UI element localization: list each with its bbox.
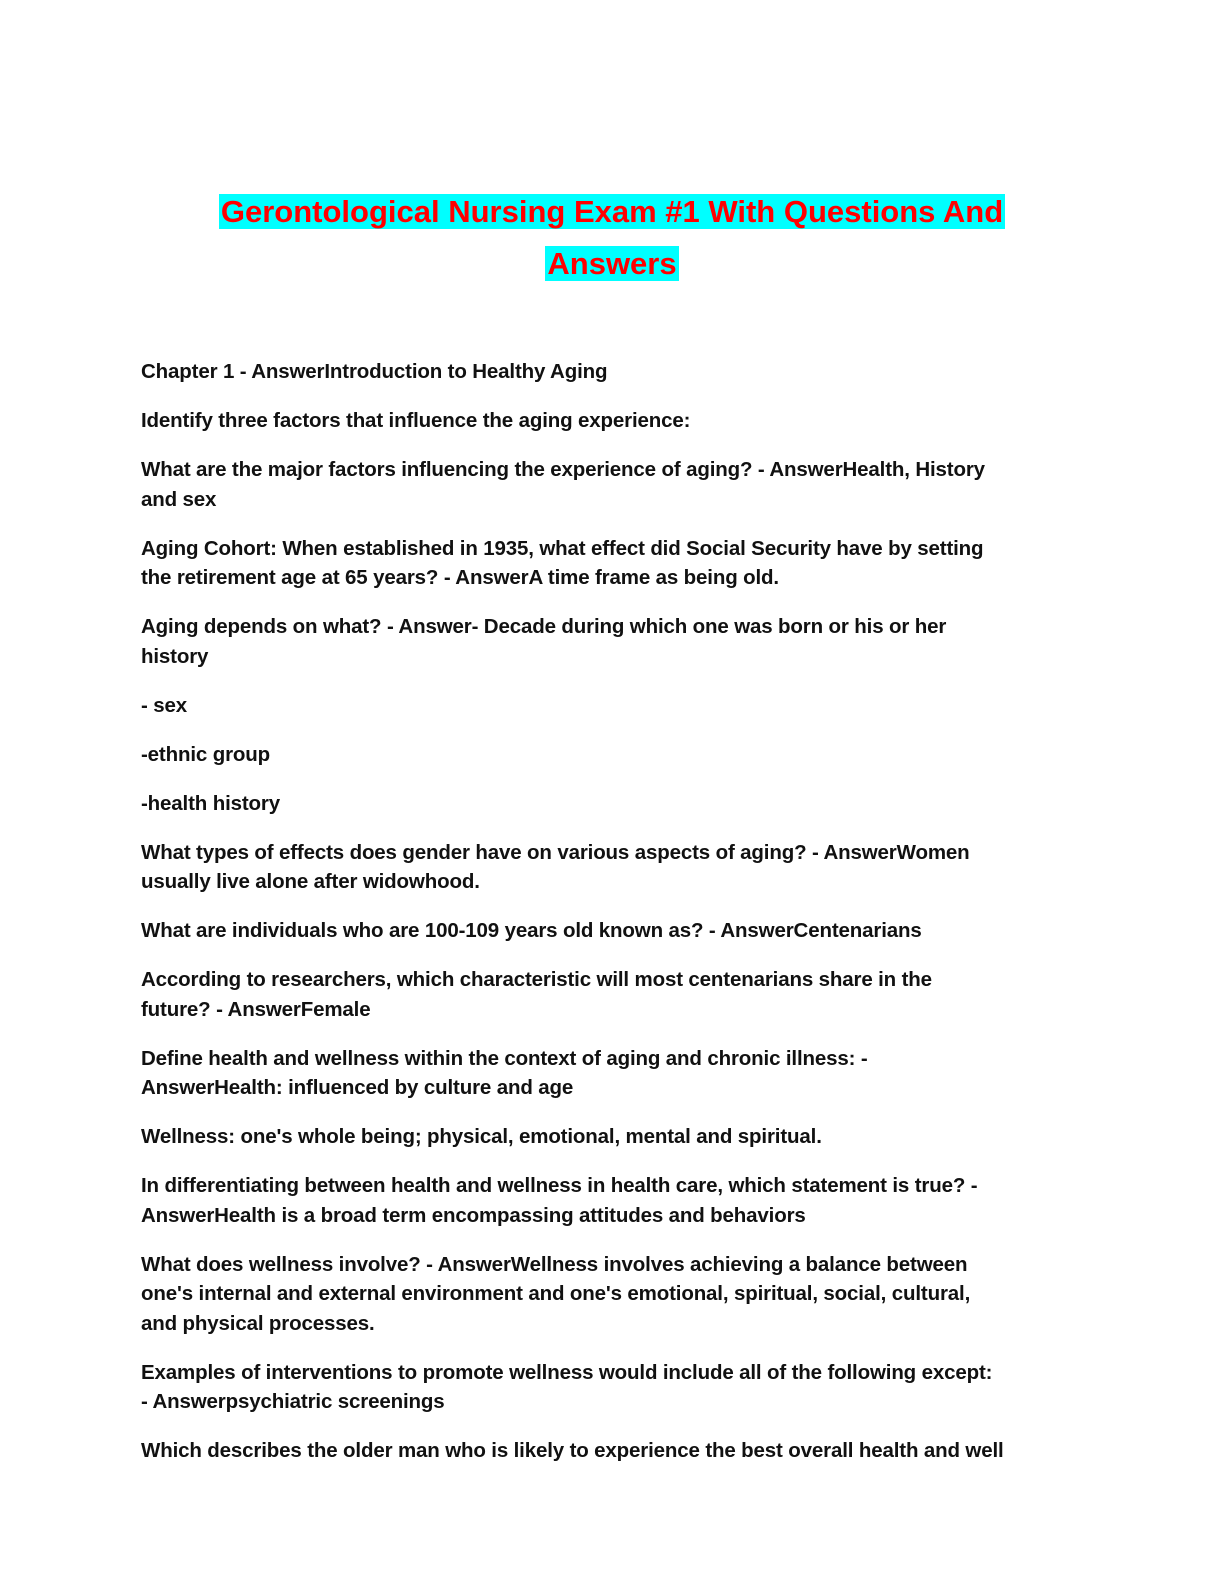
text-line: What types of effects does gender have on various aspects of aging? - AnswerWomen	[141, 840, 970, 864]
text-line: -health history	[141, 791, 280, 815]
text-line: future? - AnswerFemale	[141, 997, 371, 1021]
text-line: AnswerHealth is a broad term encompassing attitudes and behaviors	[141, 1203, 806, 1227]
text-line: Examples of interventions to promote wellness would include all of the following except:	[141, 1360, 993, 1384]
paragraph	[141, 612, 1081, 671]
text-line: What are individuals who are 100-109 years old known as? - AnswerCentenarians	[141, 919, 922, 942]
text-line: usually live alone after widowhood.	[141, 870, 480, 893]
text-line: Identify three factors that influence the aging experience:	[141, 409, 691, 432]
text-line: - Answerpsychiatric screenings	[141, 1390, 445, 1413]
paragraph	[141, 406, 1081, 436]
paragraph	[141, 455, 1081, 514]
text-line: -ethnic group	[141, 742, 271, 766]
text-line: and physical processes.	[141, 1311, 375, 1335]
text-line: Define health and wellness within the context of aging and chronic illness: -	[141, 1046, 868, 1070]
paragraph	[141, 691, 1081, 721]
text-line: What does wellness involve? - AnswerWellness involves achieving a balance between	[141, 1252, 968, 1276]
paragraph	[141, 740, 1081, 770]
text-line: What are the major factors influencing the experience of aging? - AnswerHealth, History	[141, 458, 985, 481]
text-line: Chapter 1 - AnswerIntroduction to Healthy Aging	[141, 360, 608, 383]
paragraph	[141, 965, 1081, 1024]
text-line: Aging depends on what? - Answer- Decade during which one was born or his or her	[141, 615, 947, 638]
paragraph	[141, 838, 1081, 897]
text-line: Aging Cohort: When established in 1935, what effect did Social Security have by setting	[141, 536, 984, 560]
paragraph	[141, 1171, 1081, 1230]
text-line: - sex	[141, 693, 187, 717]
title-line-1: Gerontological Nursing Exam #1 With Questions And	[220, 194, 1004, 229]
paragraph	[141, 1122, 1081, 1152]
text-line: In differentiating between health and wellness in health care, which statement is true? -	[141, 1174, 978, 1197]
paragraph	[141, 1358, 1081, 1417]
text-line: Wellness: one's whole being; physical, emotional, mental and spiritual.	[141, 1125, 822, 1148]
text-line: the retirement age at 65 years? - AnswerA time frame as being old.	[141, 566, 779, 589]
text-line: AnswerHealth: influenced by culture and age	[141, 1076, 574, 1099]
paragraph	[141, 1436, 1081, 1466]
text-line: According to researchers, which characteristic will most centenarians share in the	[141, 968, 932, 991]
paragraph	[141, 534, 1081, 593]
document-body	[141, 357, 1081, 1485]
paragraph	[141, 1044, 1081, 1103]
text-line: Which describes the older man who is likely to experience the best overall health and well	[141, 1439, 1004, 1462]
text-line: one's internal and external environment and one's emotional, spiritual, social, cultural,	[141, 1282, 971, 1305]
paragraph	[141, 357, 1081, 387]
title-line-2: Answers	[547, 246, 677, 281]
document-title	[140, 186, 1084, 290]
text-line: and sex	[141, 487, 217, 511]
paragraph	[141, 916, 1081, 946]
paragraph	[141, 789, 1081, 819]
text-line: history	[141, 644, 209, 668]
paragraph	[141, 1250, 1081, 1339]
